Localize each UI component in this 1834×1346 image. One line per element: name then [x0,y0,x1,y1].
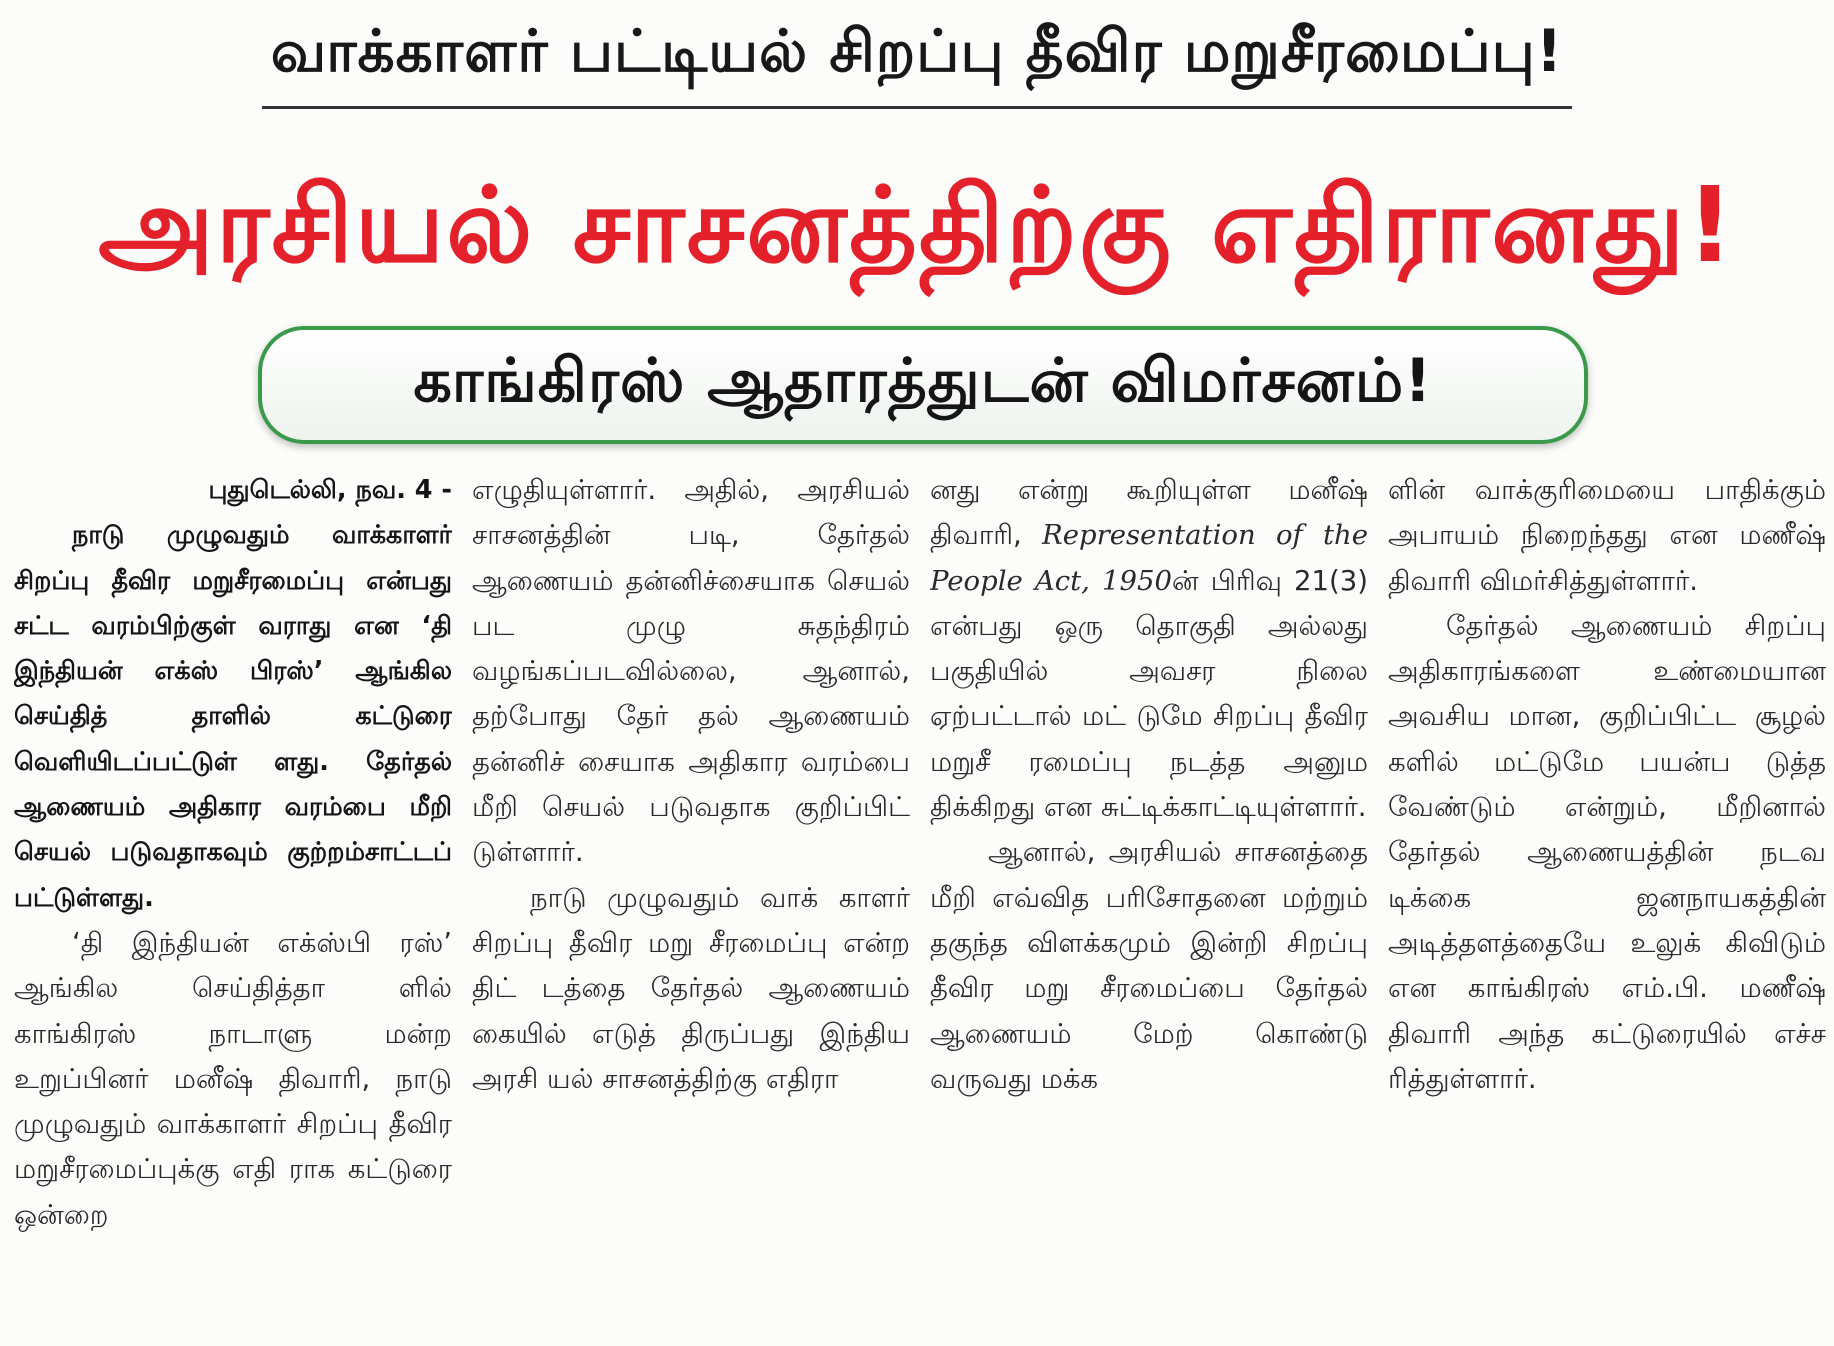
article-column-4 [1388,468,1826,1346]
paragraph-text: ன் பிரிவு 21(3) என்பது ஒரு தொகுதி அல்லது பகுதியில் அவசர நிலை ஏற்பட்டால் மட் டுமே சிறப்பு தீவிர மறுசீ ரமைப்பு நடத்த அனும திக்கிறது என சுட்டிக்காட்டியுள்ளார். [930,564,1368,824]
paragraph: தேர்தல் ஆணையம் சிறப்பு அதிகாரங்களை உண்மையான அவசிய மான, குறிப்பிட்ட சூழல் களில் மட்டுமே பயன்ப டுத்த வேண்டும் என்றும், மீறினால் தேர்தல் ஆணையத்தின் நடவ டிக்கை ஜனநாயகத்தின் அடித்தளத்தையே உலுக் கிவிடும் என காங்கிரஸ் எம்.பி. மணீஷ் திவாரி அந்த கட்டுரையில் எச்ச ரித்துள்ளார். [1388,609,1826,1095]
kicker-divider [262,106,1572,109]
paragraph: எழுதியுள்ளார். அதில், அரசியல் சாசனத்தின் படி, தேர்தல் ஆணையம் தன்னிச்சையாக செயல் பட முழு சுதந்திரம் வழங்கப்படவில்லை, ஆனால், தற்போது தேர் தல் ஆணையம் தன்னிச் சையாக அதிகார வரம்பை மீறி செயல் படுவதாக குறிப்பிட் டுள்ளார். [472,474,910,869]
paragraph: ஆனால், அரசியல் சாசனத்தை மீறி எவ்வித பரிசோதனை மற்றும் தகுந்த விளக்கமும் இன்றி சிறப்பு தீவிர மறு சீரமைப்பை தேர்தல் ஆணையம் மேற் கொண்டு வருவது மக்க [930,836,1368,1095]
paragraph [930,468,1368,830]
paragraph-text: னது என்று கூறியுள்ள மனீஷ் திவாரி, [930,474,1368,552]
paragraph: ளின் வாக்குரிமையை பாதிக்கும் அபாயம் நிறைந்தது என மணீஷ் திவாரி விமர்சித்துள்ளார். [1388,474,1826,597]
article-column-2 [472,468,910,1346]
lead-paragraph: நாடு முழுவதும் வாக்காளர் சிறப்பு தீவிர மறுசீரமைப்பு என்பது சட்ட வரம்பிற்குள் வராது என ‘தி இந்தியன் எக்ஸ் பிரஸ்’ ஆங்கில செய்தித் தாளில் கட்டுரை வெளியிடப்பட்டுள் ளது. தேர்தல் ஆணையம் அதிகார வரம்பை மீறி செயல் படுவதாகவும் குற்றம்சாட்டப் பட்டுள்ளது. [14,520,452,913]
article-body [14,468,1826,1346]
paragraph: ‘தி இந்தியன் எக்ஸ்பி ரஸ்’ ஆங்கில செய்தித்தா ளில் காங்கிரஸ் நாடாளு மன்ற உறுப்பினர் மனீஷ் திவாரி, நாடு முழுவதும் வாக்காளர் சிறப்பு தீவிர மறுசீரமைப்புக்கு எதி ராக கட்டுரை ஒன்றை [14,926,452,1231]
article-column-3 [930,468,1368,1346]
subhead-banner [258,326,1588,444]
subhead-text: காங்கிரஸ் ஆதாரத்துடன் விமர்சனம்! [413,346,1433,416]
paragraph: நாடு முழுவதும் வாக் காளர் சிறப்பு தீவிர மறு சீரமைப்பு என்ற திட் டத்தை தேர்தல் ஆணையம் கையில் எடுத் திருப்பது இந்திய அரசி யல் சாசனத்திற்கு எதிரா [472,881,910,1095]
act-name: Representation of the People Act, 1950 [930,519,1368,597]
main-headline: அரசியல் சாசனத்திற்கு எதிரானது! [98,164,1736,286]
article-column-1 [14,468,452,1346]
kicker-headline: வாக்காளர் பட்டியல் சிறப்பு தீவிர மறுசீரமைப்பு! [270,17,1564,85]
dateline: புதுடெல்லி, நவ. 4 - [208,475,452,505]
